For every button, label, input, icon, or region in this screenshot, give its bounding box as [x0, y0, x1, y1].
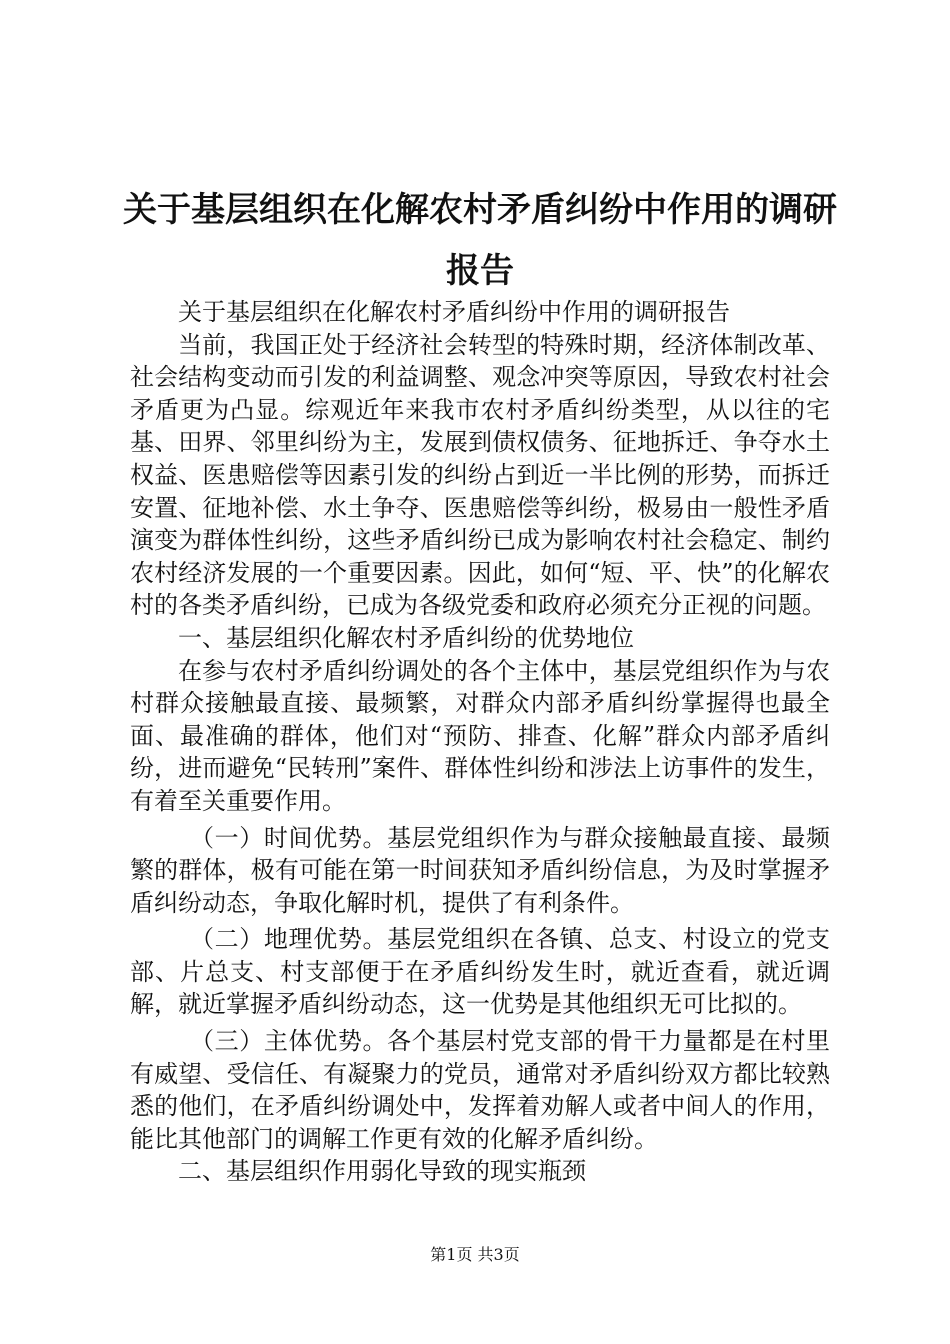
time-advantage-paragraph: （一）时间优势。基层党组织作为与群众接触最直接、最频繁的群体，极有可能在第一时间获知矛盾纠纷信息，为及时掌握矛盾纠纷动态，争取化解时机，提供了有利条件。 [130, 823, 830, 917]
geography-advantage-paragraph: （二）地理优势。基层党组织在各镇、总支、村设立的党支部、片总支、村支部便于在矛盾纠纷发生时，就近查看，就近调解，就近掌握矛盾纠纷动态，这一优势是其他组织无可比拟的。 [130, 925, 830, 1019]
section-heading-2: 二、基层组织作用弱化导致的现实瓶颈 [178, 1157, 586, 1186]
page-number: 第1页 共3页 [430, 1245, 520, 1264]
subtitle-paragraph: 关于基层组织在化解农村矛盾纠纷中作用的调研报告 [178, 298, 730, 326]
document-title: 关于基层组织在化解农村矛盾纠纷中作用的调研报告 [123, 190, 837, 291]
document-body [130, 296, 830, 1188]
section-1-paragraph: 在参与农村矛盾纠纷调处的各个主体中，基层党组织作为与农村群众接触最直接、最频繁，对群众内部矛盾纠纷掌握得也最全面、最准确的群体，他们对“预防、排查、化解”群众内部矛盾纠纷，进而避免“民转刑”案件、群体性纠纷和涉法上访事件的发生，有着至关重要作用。 [130, 656, 830, 815]
subject-advantage-paragraph: （三）主体优势。各个基层村党支部的骨干力量都是在村里有威望、受信任、有凝聚力的党员，通常对矛盾纠纷双方都比较熟悉的他们，在矛盾纠纷调处中，发挥着劝解人或者中间人的作用，能比其他部门的调解工作更有效的化解矛盾纠纷。 [130, 1027, 830, 1153]
intro-paragraph: 当前，我国正处于经济社会转型的特殊时期，经济体制改革、社会结构变动而引发的利益调整、观念冲突等原因，导致农村社会矛盾更为凸显。综观近年来我市农村矛盾纠纷类型，从以往的宅基、田界、邻里纠纷为主，发展到债权债务、征地拆迁、争夺水土权益、医患赔偿等因素引发的纠纷占到近一半比例的形势，而拆迁安置、征地补偿、水土争夺、医患赔偿等纠纷，极易由一般性矛盾演变为群体性纠纷，这些矛盾纠纷已成为影响农村社会稳定、制约农村经济发展的一个重要因素。因此，如何“短、平、快”的化解农村的各类矛盾纠纷，已成为各级党委和政府必须充分正视的问题。 [130, 330, 830, 620]
section-heading-1: 一、基层组织化解农村矛盾纠纷的优势地位 [178, 623, 634, 652]
